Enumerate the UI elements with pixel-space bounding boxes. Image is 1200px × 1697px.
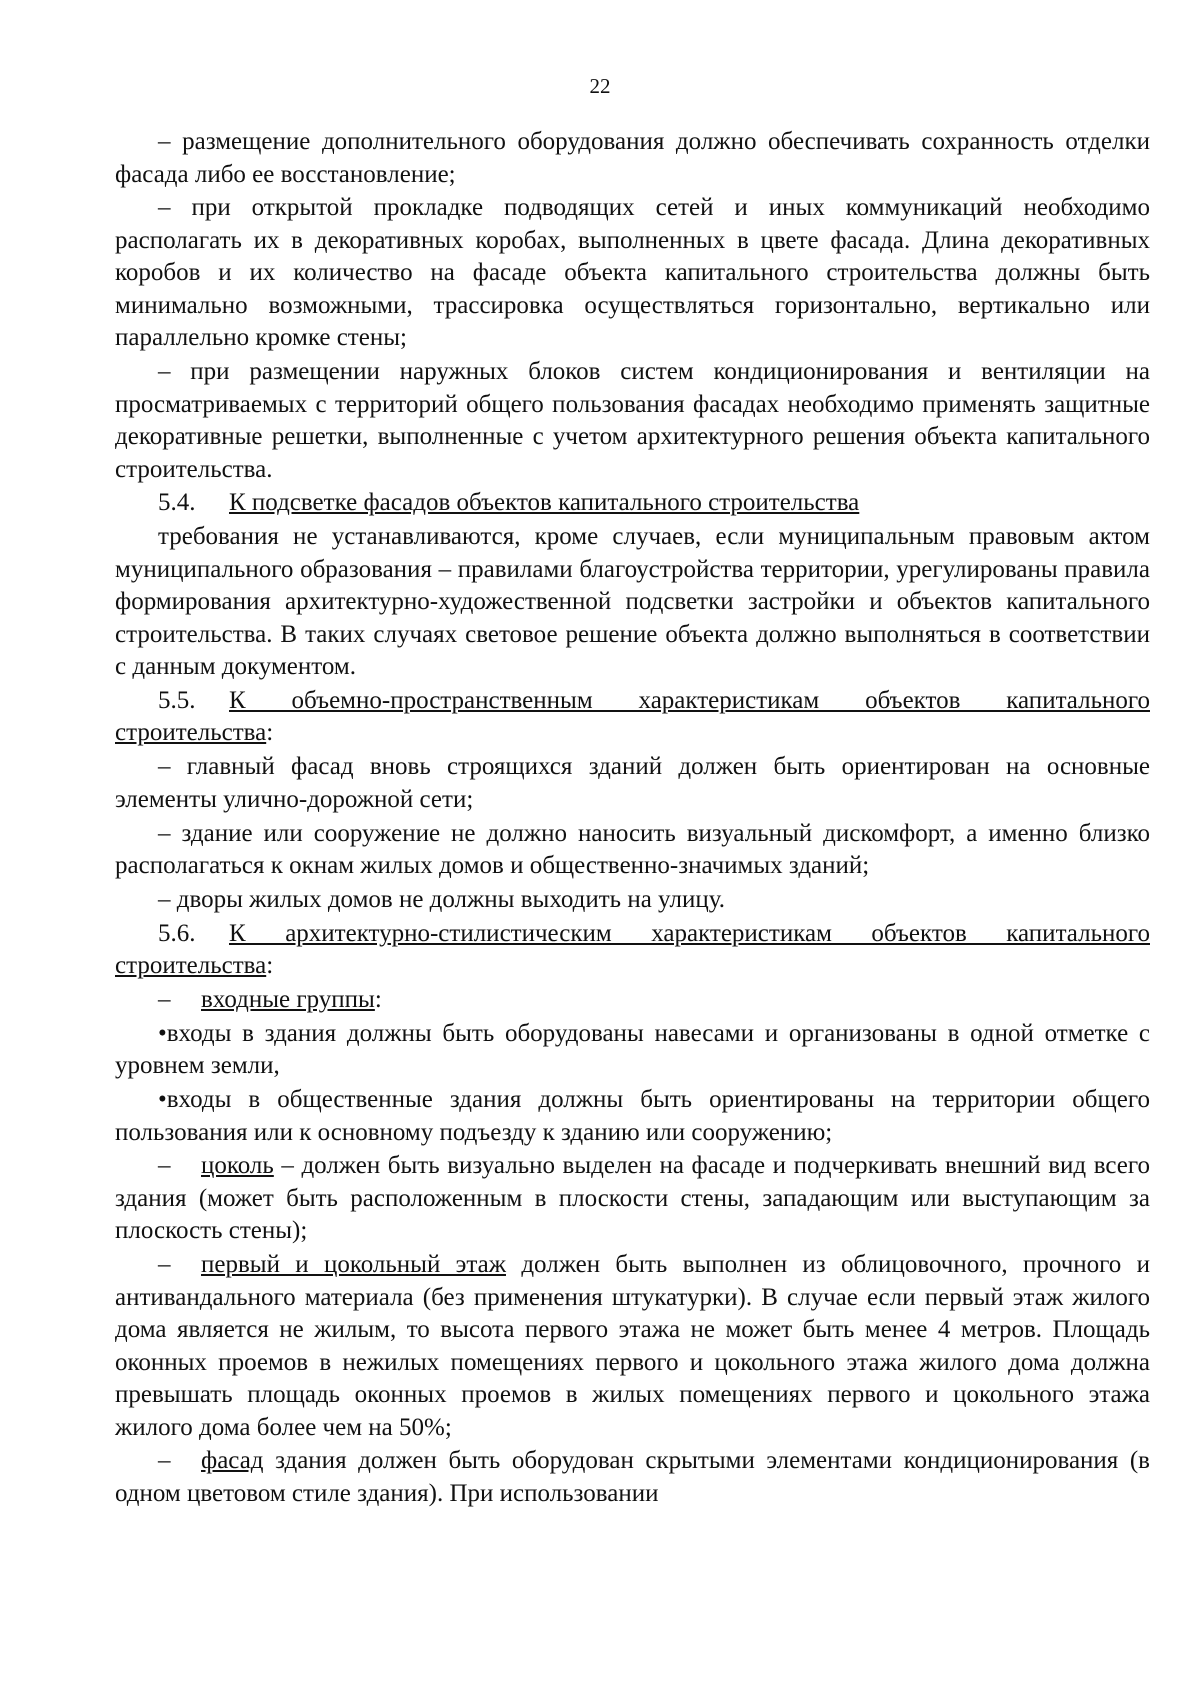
- term-tail: – должен быть визуально выделен на фасаде и подчеркивать внешний вид всего здания (может быть расположенным в плоскости стены, западающим или выступающим за плоскость стены);: [115, 1152, 1150, 1245]
- term-underlined: первый и цокольный этаж: [201, 1251, 506, 1279]
- term-underlined: фасад: [201, 1447, 264, 1475]
- section-5-5-heading: [115, 685, 1150, 750]
- section-5-6-heading: [115, 918, 1150, 983]
- section-number: 5.6.: [158, 919, 196, 947]
- term-tail: :: [374, 985, 382, 1013]
- paragraph-plinth: [115, 1150, 1150, 1248]
- dash-marker: –: [158, 1251, 171, 1279]
- paragraph-visual-discomfort: – здание или сооружение не должно наносить визуальный дискомфорт, а именно близко располагаться к окнам жилых домов и общественно-значимых зданий;: [115, 819, 1150, 880]
- dash-marker: –: [158, 1447, 171, 1475]
- term-tail: здания должен быть оборудован скрытыми элементами кондиционирования (в одном цветовом стиле здания). При использовании: [115, 1447, 1150, 1507]
- section-title-tail: :: [266, 719, 274, 747]
- section-title: К подсветке фасадов объектов капитального строительства: [229, 489, 860, 517]
- paragraph-networks: – при открытой прокладке подводящих сетей и иных коммуникаций необходимо располагать их в декоративных коробах, выполненных в цвете фасада. Длина декоративных коробов и их количество на фасаде объекта капитального строительства должны быть минимально возможными, трассировка осуществляться горизонтально, вертикально или параллельно кромке стены;: [115, 194, 1150, 352]
- paragraph-equipment: – размещение дополнительного оборудования должно обеспечивать сохранность отделки фасада либо ее восстановление;: [115, 128, 1150, 188]
- bullet-item-public-entrances: •входы в общественные здания должны быть ориентированы на территории общего пользования или к основному подъезду к зданию или сооружению;: [115, 1086, 1150, 1146]
- page-number: 22: [589, 74, 611, 98]
- term-underlined: цоколь: [201, 1152, 274, 1180]
- section-title: К объемно-пространственным характеристикам объектов капитального строительства: [115, 686, 1150, 747]
- bullet-item-canopies: •входы в здания должны быть оборудованы навесами и организованы в одной отметке с уровнем земли,: [115, 1019, 1150, 1080]
- paragraph-lighting: требования не устанавливаются, кроме случаев, если муниципальным правовым актом муниципального образования – правилами благоустройства территории, урегулированы правила формирования архитектурно-художественной подсветки застройки и объектов капитального строительства. В таких случаях световое решение объекта должно выполняться в соответствии с данным документом.: [115, 523, 1150, 681]
- section-5-4-heading: [115, 487, 1150, 520]
- section-number: 5.5.: [158, 686, 196, 714]
- term-underlined: входные группы: [201, 985, 375, 1013]
- document-body: [115, 126, 1150, 1512]
- section-title: К архитектурно-стилистическим характеристикам объектов капитального строительства: [115, 919, 1150, 980]
- dash-marker: –: [158, 1152, 171, 1180]
- section-title-tail: :: [266, 952, 274, 980]
- paragraph-yards: – дворы жилых домов не должны выходить на улицу.: [158, 885, 725, 913]
- section-number: 5.4.: [158, 489, 196, 517]
- paragraph-first-floor: [115, 1249, 1150, 1444]
- dash-marker: –: [158, 985, 171, 1013]
- paragraph-main-facade: – главный фасад вновь строящихся зданий должен быть ориентирован на основные элементы улично-дорожной сети;: [115, 753, 1150, 813]
- paragraph-ac-units: – при размещении наружных блоков систем кондиционирования и вентиляции на просматриваемых с территорий общего пользования фасадах необходимо применять защитные декоративные решетки, выполненные с учетом архитектурного решения объекта капитального строительства.: [115, 358, 1150, 483]
- paragraph-facade: [115, 1445, 1150, 1510]
- paragraph-entrance-groups: [115, 984, 1150, 1017]
- term-tail: должен быть выполнен из облицовочного, прочного и антивандального материала (без применения штукатурки). В случае если первый этаж жилого дома является не жилым, то высота первого этажа не может быть менее 4 метров. Площадь оконных проемов в нежилых помещениях первого и цокольного этажа жилого дома должна превышать площадь оконных проемов в жилых помещениях первого и цокольного этажа жилого дома более чем на 50%;: [115, 1251, 1150, 1441]
